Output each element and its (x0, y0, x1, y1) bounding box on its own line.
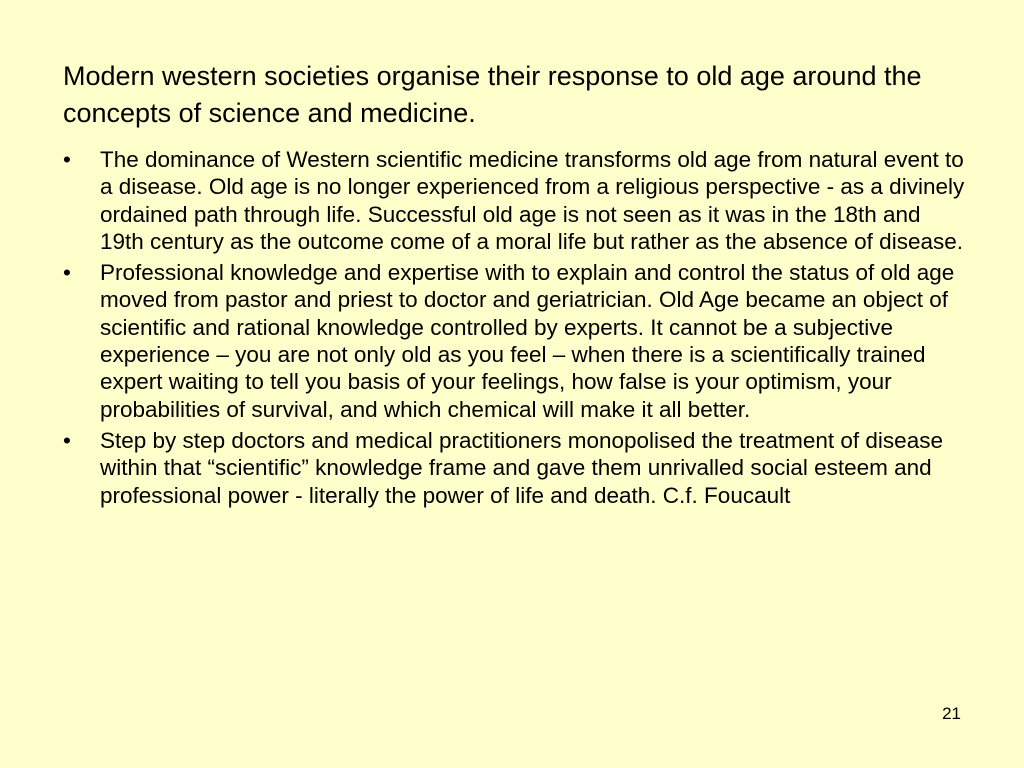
bullet-item (63, 146, 968, 255)
bullet-text: Professional knowledge and expertise with to explain and control the status of old age moved from pastor and priest to doctor and geriatrician. Old Age became an object of scientific and rational knowledge controlled by experts. It cannot be a subjective experience – you are not only old as you feel – when there is a scientifically trained expert waiting to tell you basis of your feelings, how false is your optimism, your probabilities of survival, and which chemical will make it all better. (100, 260, 955, 422)
bullet-icon: • (63, 427, 71, 453)
bullet-list (63, 146, 968, 513)
bullet-icon: • (63, 260, 71, 286)
bullet-text: Step by step doctors and medical practitioners monopolised the treatment of disease within that “scientific” knowledge frame and gave them unrivalled social esteem and professional power - literally the power of life and death. C.f. Foucault (100, 427, 943, 508)
page-number: 21 (942, 704, 961, 723)
slide-title: Modern western societies organise their response to old age around the concepts of science and medicine. (63, 61, 922, 128)
bullet-text: The dominance of Western scientific medicine transforms old age from natural event to a disease. Old age is no longer experienced from a religious perspective - as a divinely ordained path through life. Successful old age is not seen as it was in the 18th and 19th century as the outcome come of a moral life but rather as the absence of disease. (100, 147, 965, 254)
bullet-icon: • (63, 147, 71, 172)
bullet-item (63, 427, 968, 509)
bullet-item (63, 259, 968, 423)
